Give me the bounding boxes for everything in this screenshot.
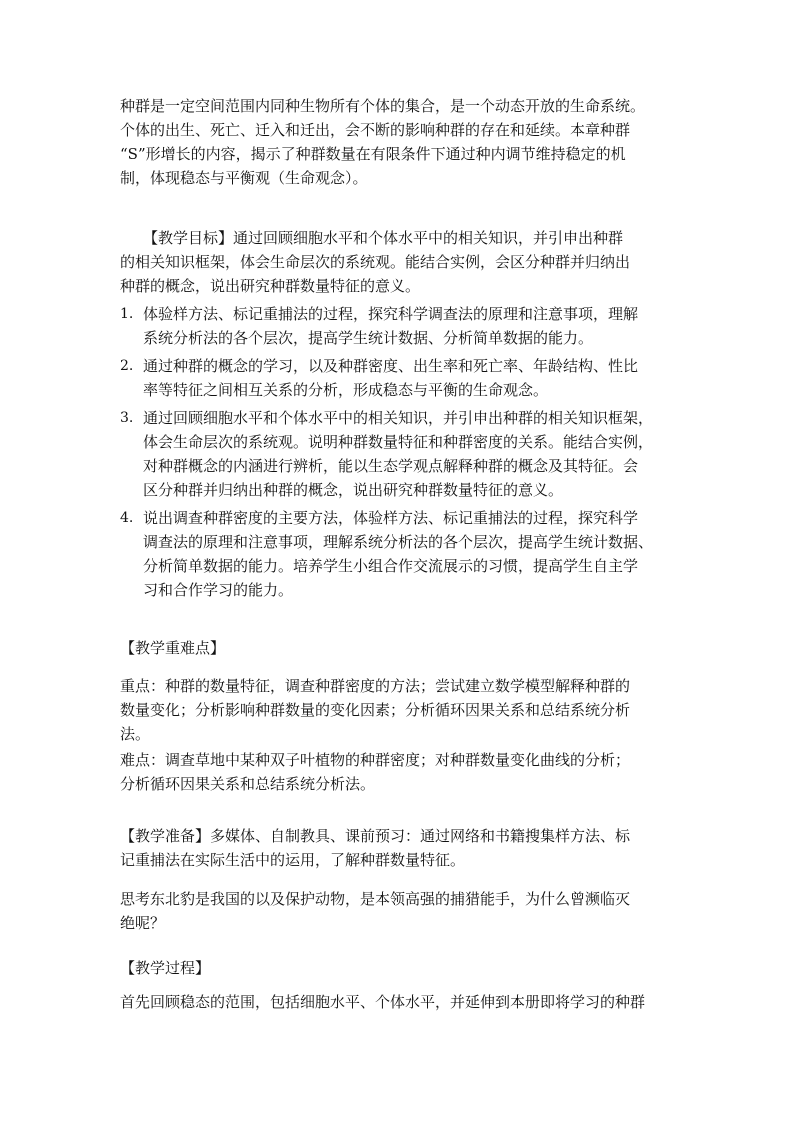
list-number: 4. <box>120 510 134 526</box>
text-line: 调查法的原理和注意事项，理解系统分析法的各个层次，提高学生统计数据、 <box>143 533 654 551</box>
text-line: 的相关知识框架，体会生命层次的系统观。能结合实例，会区分种群并归纳出 <box>120 253 631 271</box>
text-line: 习和合作学习的能力。 <box>143 581 294 599</box>
text-line: 法。 <box>120 725 151 743</box>
text-line: 【教学准备】多媒体、自制教具、课前预习：通过网络和书籍搜集样方法、标 <box>120 827 631 845</box>
text-line: 重点：种群的数量特征，调查种群密度的方法；尝试建立数学模型解释种群的 <box>120 677 631 695</box>
think-paragraph <box>120 887 700 935</box>
text-line: 绝呢？ <box>120 914 166 932</box>
intro-paragraph <box>120 94 700 190</box>
text-line: 区分种群并归纳出种群的概念，说出研究种群数量特征的意义。 <box>143 481 564 499</box>
text-line: 数量变化；分析影响种群数量的变化因素；分析循环因果关系和总结系统分析 <box>120 701 631 719</box>
section-heading: 【教学重难点】 <box>120 639 226 657</box>
text-line: 体验样方法、标记重捕法的过程，探究科学调查法的原理和注意事项，理解 <box>143 305 639 323</box>
text-line: 对种群概念的内涵进行辨析，能以生态学观点解释种群的概念及其特征。会 <box>143 457 639 475</box>
teaching-goals-intro <box>120 226 700 298</box>
list-number: 2. <box>120 358 134 374</box>
preparation-paragraph <box>120 824 700 872</box>
process-heading <box>120 956 700 980</box>
list-number: 1. <box>120 306 134 322</box>
section-heading: 【教学过程】 <box>120 959 211 977</box>
text-line: 种群是一定空间范围内同种生物所有个体的集合，是一个动态开放的生命系统。 <box>120 97 646 115</box>
text-line: 说出调查种群密度的主要方法，体验样方法、标记重捕法的过程，探究科学 <box>143 509 639 527</box>
text-line: 通过种群的概念的学习，以及种群密度、出生率和死亡率、年龄结构、性比 <box>143 357 639 375</box>
text-line: 种群的概念，说出研究种群数量特征的意义。 <box>120 277 421 295</box>
text-line: 分析简单数据的能力。培养学生小组合作交流展示的习惯，提高学生自主学 <box>143 557 639 575</box>
text-line: “S”形增长的内容，揭示了种群数量在有限条件下通过种内调节维持稳定的机 <box>120 145 626 163</box>
text-line: 制，体现稳态与平衡观（生命观念）。 <box>120 169 368 187</box>
text-line: 通过回顾细胞水平和个体水平中的相关知识，并引申出种群的相关知识框架， <box>143 409 654 427</box>
text-line: 个体的出生、死亡、迁入和迁出，会不断的影响种群的存在和延续。本章种群 <box>120 121 631 139</box>
text-line: 体会生命层次的系统观。说明种群数量特征和种群密度的关系。能结合实例， <box>143 433 654 451</box>
text-line: 难点：调查草地中某种双子叶植物的种群密度；对种群数量变化曲线的分析； <box>120 751 631 769</box>
difficult-points-paragraph <box>120 748 700 796</box>
text-line: 系统分析法的各个层次，提高学生统计数据、分析简单数据的能力。 <box>143 329 594 347</box>
text-line: 率等特征之间相互关系的分析，形成稳态与平衡的生命观念。 <box>143 381 549 399</box>
key-points-paragraph <box>120 674 700 746</box>
key-difficult-heading <box>120 636 700 660</box>
text-line: 首先回顾稳态的范围，包括细胞水平、个体水平，并延伸到本册即将学习的种群 <box>120 993 646 1011</box>
text-line: 分析循环因果关系和总结系统分析法。 <box>120 775 376 793</box>
text-line: 记重捕法在实际生活中的运用，了解种群数量特征。 <box>120 851 466 869</box>
text-line: 【教学目标】通过回顾细胞水平和个体水平中的相关知识，并引申出种群 <box>143 229 624 247</box>
list-number: 3. <box>120 410 134 426</box>
text-line: 思考东北豹是我国的以及保护动物，是本领高强的捕猎能手，为什么曾濒临灭 <box>120 890 631 908</box>
process-paragraph <box>120 990 700 1014</box>
